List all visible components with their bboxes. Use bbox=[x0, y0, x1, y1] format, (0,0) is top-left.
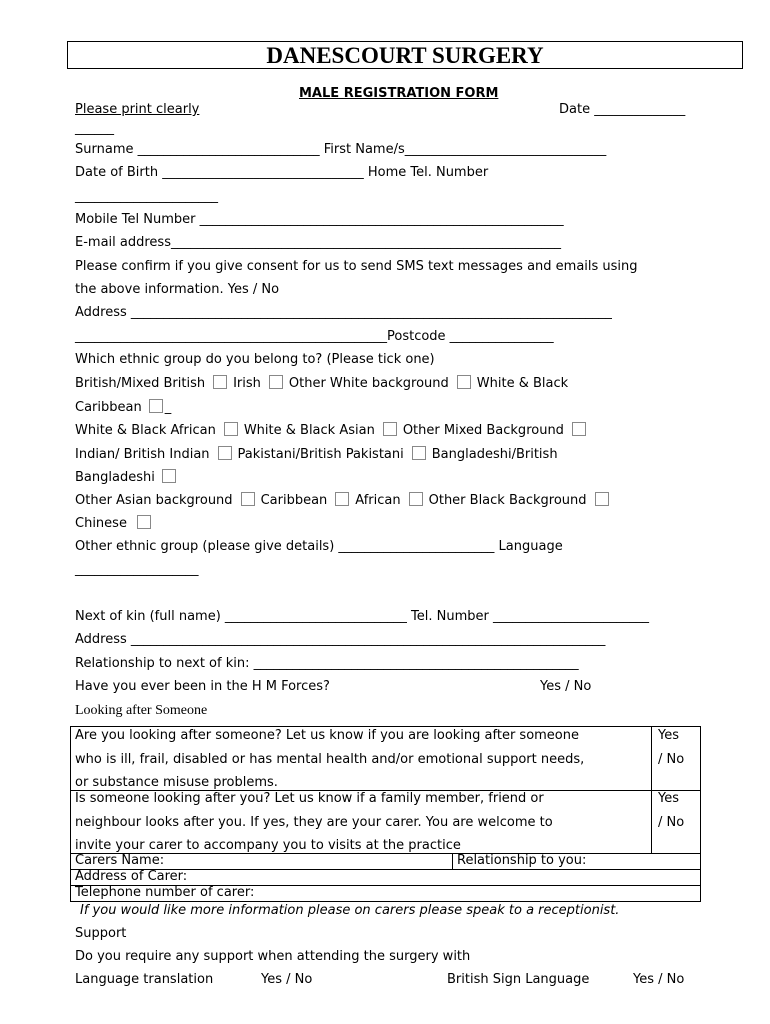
language-translation-label: Language translation bbox=[75, 972, 214, 987]
checkbox-pakistani[interactable] bbox=[412, 446, 426, 460]
next-of-kin-line[interactable]: Next of kin (full name) ____________________________ Tel. Number ________________________ bbox=[75, 609, 649, 624]
checkbox-bangladeshi[interactable] bbox=[162, 469, 176, 483]
surname-firstname-line[interactable]: Surname ____________________________ First Name/s_______________________________ bbox=[75, 142, 607, 157]
language-cont[interactable]: ___________________ bbox=[75, 562, 199, 577]
ethnic-row-3 bbox=[75, 446, 558, 462]
checkbox-other-asian[interactable] bbox=[241, 492, 255, 506]
ethnic-row-3b bbox=[75, 469, 182, 485]
carer-row2-line3: invite your carer to accompany you to visits at the practice bbox=[75, 838, 461, 853]
title-box bbox=[67, 41, 743, 69]
ethnic-label: Caribbean bbox=[75, 400, 142, 415]
ethnic-label: White & Black African bbox=[75, 423, 216, 438]
consent-line-1: Please confirm if you give consent for us to send SMS text messages and emails using bbox=[75, 259, 638, 274]
ethnic-label: Bangladeshi/British bbox=[431, 447, 558, 462]
ethnic-label: African bbox=[355, 493, 401, 508]
carers-name-field[interactable]: Carers Name: bbox=[75, 853, 165, 868]
ethnic-label: Other Asian background bbox=[75, 493, 233, 508]
carer-row1-line2: who is ill, frail, disabled or has mental health and/or emotional support needs, bbox=[75, 752, 585, 767]
support-heading: Support bbox=[75, 926, 127, 941]
checkbox-wb-african[interactable] bbox=[224, 422, 238, 436]
nok-address-line[interactable]: Address _________________________________________________________________________ bbox=[75, 632, 606, 647]
looking-after-heading: Looking after Someone bbox=[75, 703, 208, 718]
form-title: MALE REGISTRATION FORM bbox=[299, 86, 499, 101]
carer-row1-yes[interactable]: Yes bbox=[658, 728, 679, 743]
bsl-label: British Sign Language bbox=[447, 972, 590, 987]
hm-forces-question: Have you ever been in the H M Forces? bbox=[75, 679, 330, 694]
support-question: Do you require any support when attending the surgery with bbox=[75, 949, 471, 964]
date-field-cont[interactable]: ______ bbox=[75, 121, 114, 136]
checkbox-other-white[interactable] bbox=[457, 375, 471, 389]
ethnic-label: Bangladeshi bbox=[75, 470, 155, 485]
checkbox-other-mixed[interactable] bbox=[572, 422, 586, 436]
bsl-answer[interactable]: Yes / No bbox=[633, 972, 685, 987]
carer-info-note: If you would like more information please on carers please speak to a receptionist. bbox=[80, 903, 620, 918]
address-line-1[interactable]: Address __________________________________________________________________________ bbox=[75, 305, 612, 320]
ethnic-label: Caribbean bbox=[260, 493, 328, 508]
checkbox-white-black-caribbean[interactable] bbox=[149, 399, 163, 413]
checkbox-caribbean[interactable] bbox=[335, 492, 349, 506]
mobile-line[interactable]: Mobile Tel Number ________________________________________________________ bbox=[75, 212, 564, 227]
carer-row1-no[interactable]: / No bbox=[658, 752, 685, 767]
carer-row2-line1: Is someone looking after you? Let us know if a family member, friend or bbox=[75, 791, 544, 806]
table-divider bbox=[70, 853, 701, 854]
ethnic-label: Indian/ British Indian bbox=[75, 447, 210, 462]
page-title: DANESCOURT SURGERY bbox=[266, 43, 544, 68]
other-ethnic-language-line[interactable]: Other ethnic group (please give details) ________________________ Language bbox=[75, 539, 563, 554]
ethnic-row-4b bbox=[75, 515, 157, 531]
language-translation-answer[interactable]: Yes / No bbox=[261, 972, 313, 987]
carer-row1-line1: Are you looking after someone? Let us know if you are looking after someone bbox=[75, 728, 579, 743]
ethnic-label: Pakistani/British Pakistani bbox=[237, 447, 404, 462]
address-postcode-line[interactable]: ________________________________________________Postcode ________________ bbox=[75, 329, 554, 344]
hm-forces-answer[interactable]: Yes / No bbox=[540, 679, 592, 694]
ethnic-label: Other Mixed Background bbox=[402, 423, 564, 438]
ethnic-row-1b: Caribbean _ bbox=[75, 400, 172, 415]
ethnic-label: White & Black Asian bbox=[243, 423, 375, 438]
relationship-line[interactable]: Relationship to next of kin: __________________________________________________ bbox=[75, 656, 579, 671]
table-divider bbox=[452, 853, 453, 870]
email-line[interactable]: E-mail address____________________________________________________________ bbox=[75, 235, 561, 250]
ethnic-label: Chinese bbox=[75, 516, 127, 531]
ethnic-row-4 bbox=[75, 492, 615, 508]
checkbox-wb-asian[interactable] bbox=[383, 422, 397, 436]
carer-row2-no[interactable]: / No bbox=[658, 815, 685, 830]
ethnic-row-1 bbox=[75, 375, 568, 391]
checkbox-british[interactable] bbox=[213, 375, 227, 389]
ethnic-label: White & Black bbox=[476, 376, 569, 391]
carer-relationship-field[interactable]: Relationship to you: bbox=[457, 853, 587, 868]
checkbox-african[interactable] bbox=[409, 492, 423, 506]
consent-line-2[interactable]: the above information. Yes / No bbox=[75, 282, 280, 297]
carer-telephone-field[interactable]: Telephone number of carer: bbox=[75, 885, 255, 900]
ethnic-label: Other Black Background bbox=[428, 493, 587, 508]
ethnic-label: British/Mixed British bbox=[75, 376, 206, 391]
checkbox-indian[interactable] bbox=[218, 446, 232, 460]
dob-hometel-line[interactable]: Date of Birth _______________________________ Home Tel. Number bbox=[75, 165, 489, 180]
checkbox-other-black[interactable] bbox=[595, 492, 609, 506]
checkbox-irish[interactable] bbox=[269, 375, 283, 389]
ethnic-row-2 bbox=[75, 422, 592, 438]
date-field[interactable]: Date ______________ bbox=[559, 102, 686, 117]
print-note: Please print clearly bbox=[75, 102, 200, 117]
carer-row2-yes[interactable]: Yes bbox=[658, 791, 679, 806]
home-tel-cont[interactable]: ______________________ bbox=[75, 189, 218, 204]
checkbox-chinese[interactable] bbox=[137, 515, 151, 529]
carer-address-field[interactable]: Address of Carer: bbox=[75, 869, 188, 884]
carer-row2-line2: neighbour looks after you. If yes, they are your carer. You are welcome to bbox=[75, 815, 553, 830]
ethnic-label: Irish bbox=[233, 376, 261, 391]
carer-row1-line3: or substance misuse problems. bbox=[75, 775, 278, 790]
ethnic-label: Other White background bbox=[288, 376, 449, 391]
ethnic-question: Which ethnic group do you belong to? (Please tick one) bbox=[75, 352, 435, 367]
